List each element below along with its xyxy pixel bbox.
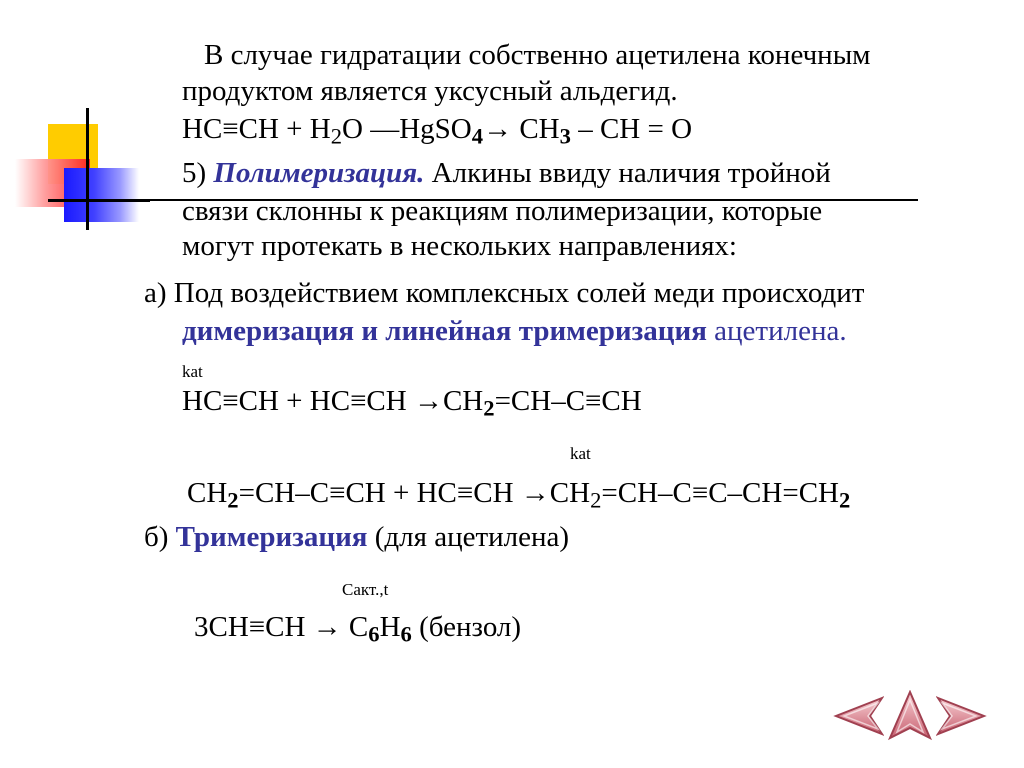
reaction3-kat: kat [570, 444, 591, 463]
reaction1-part-d: – CH = O [570, 113, 693, 145]
section5-number: 5) [182, 157, 214, 189]
section5-heading [182, 156, 831, 190]
reaction1-sub-c: 3 [559, 123, 571, 149]
reaction2-part-a: HC≡CH + HC≡CH →CH [182, 385, 484, 417]
reaction4-sub-2: 6 [400, 621, 412, 647]
home-slide-button[interactable] [884, 690, 936, 742]
reaction-dimerization [182, 384, 642, 426]
intro-line-1: В случае гидратации собственно ацетилена конечным [204, 39, 871, 71]
logo-horizontal-line [48, 199, 150, 202]
reaction3-sub-2: 2 [590, 487, 602, 513]
item-a-line-1: а) Под воздействием комплексных солей меди происходит [144, 277, 865, 309]
reaction4-part-b: H [379, 611, 401, 643]
item-a-rest: ацетилена. [706, 315, 847, 347]
arrow-up-icon [884, 690, 936, 742]
reaction3-sub-3: 2 [838, 487, 851, 513]
item-b-bold: Тримеризация [175, 521, 368, 553]
blue-gradient-square [64, 168, 139, 222]
reaction-trimerization-linear [187, 476, 850, 518]
reaction1-sub-b: 4 [471, 123, 484, 149]
section5-title: Полимеризация. [213, 157, 425, 189]
reaction3-sub-1: 2 [227, 487, 239, 513]
reaction2-sub: 2 [483, 395, 495, 421]
decorative-logo [10, 108, 150, 233]
reaction4-condition: Сакт.,t [342, 580, 389, 599]
intro-line-2: продуктом является уксусный альдегид. [182, 75, 678, 107]
reaction-benzene [194, 610, 521, 652]
reaction3-part-a: CH [187, 477, 228, 509]
reaction1-part-c: → CH [483, 113, 560, 145]
reaction1-part-a: HC≡CH + H [182, 113, 331, 145]
reaction1-sub-a: 2 [330, 123, 343, 149]
reaction2-part-b: =CH–C≡CH [494, 385, 642, 417]
reaction4-part-a: 3CH≡CH → C [194, 611, 369, 643]
reaction3-part-b: =CH–C≡CH + HC≡CH →CH [238, 477, 591, 509]
section5-line-2: связи склонны к реакциям полимеризации, которые [182, 195, 823, 227]
reaction3-part-c: =CH–C≡C–CH=CH [601, 477, 839, 509]
arrow-left-icon [832, 690, 884, 742]
item-b-prefix: б) [144, 521, 176, 553]
reaction1-part-b: O —HgSO [342, 113, 472, 145]
item-a-line-2 [182, 314, 847, 348]
logo-vertical-line [86, 108, 89, 230]
reaction4-part-c: (бензол) [411, 611, 522, 643]
reaction4-sub-1: 6 [368, 621, 380, 647]
item-b-rest: (для ацетилена) [367, 521, 570, 553]
reaction-hydration [182, 112, 692, 154]
item-a-bold: димеризация и линейная тримеризация [182, 315, 707, 347]
next-slide-button[interactable] [936, 690, 988, 742]
arrow-right-icon [936, 690, 988, 742]
reaction2-kat: kat [182, 362, 203, 381]
section5-text-1: Алкины ввиду наличия тройной [424, 157, 831, 189]
item-b-line [144, 520, 569, 554]
prev-slide-button[interactable] [832, 690, 884, 742]
section5-line-3: могут протекать в нескольких направлениях: [182, 230, 737, 262]
